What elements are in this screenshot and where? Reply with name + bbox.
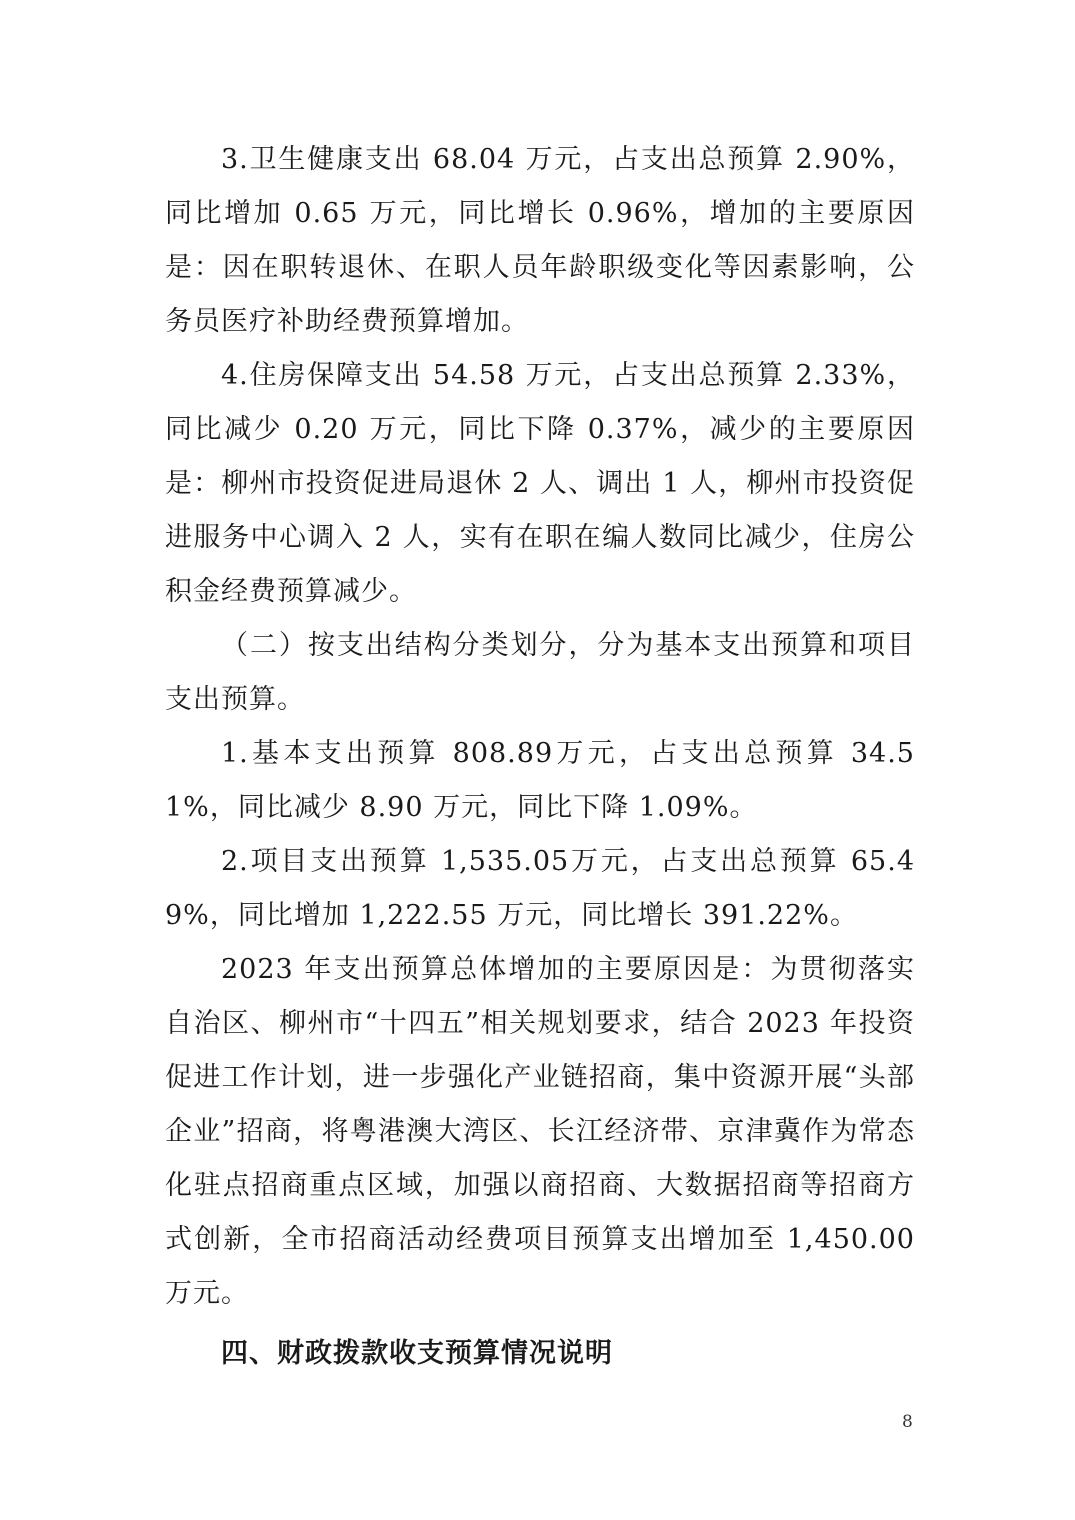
- paragraph-structure-classification: （二）按支出结构分类划分，分为基本支出预算和项目支出预算。: [165, 630, 915, 715]
- paragraph-basic-expenditure: 1.基本支出预算 808.89万元，占支出总预算 34.51%，同比减少 8.90 万元，同比下降 1.09%。: [165, 738, 915, 823]
- paragraph-health-expenditure: 3.卫生健康支出 68.04 万元，占支出总预算 2.90%，同比增加 0.65 万元，同比增长 0.96%，增加的主要原因是：因在职转退休、在职人员年龄职级变化等因素影响，公务员医疗补助经费预算增加。: [165, 144, 915, 337]
- paragraph-housing-expenditure: 4.住房保障支出 54.58 万元，占支出总预算 2.33%，同比减少 0.20 万元，同比下降 0.37%，减少的主要原因是：柳州市投资促进局退休 2 人、调出 1 人，柳州市投资促进服务中心调入 2 人，实有在职在编人数同比减少，住房公积金经费预算减少。: [165, 360, 915, 607]
- paragraph-increase-reason: 2023 年支出预算总体增加的主要原因是：为贯彻落实自治区、柳州市“十四五”相关规划要求，结合 2023 年投资促进工作计划，进一步强化产业链招商，集中资源开展“头部企业”招商，将粤港澳大湾区、长江经济带、京津冀作为常态化驻点招商重点区域，加强以商招商、大数据招商等招商方式创新，全市招商活动经费项目预算支出增加至 1,450.00 万元。: [165, 954, 915, 1309]
- page-number: 8: [902, 1412, 913, 1432]
- section-heading: 四、财政拨款收支预算情况说明: [221, 1338, 613, 1369]
- document-body: [165, 133, 915, 1381]
- paragraph-project-expenditure: 2.项目支出预算 1,535.05万元，占支出总预算 65.49%，同比增加 1,222.55 万元，同比增长 391.22%。: [165, 846, 915, 931]
